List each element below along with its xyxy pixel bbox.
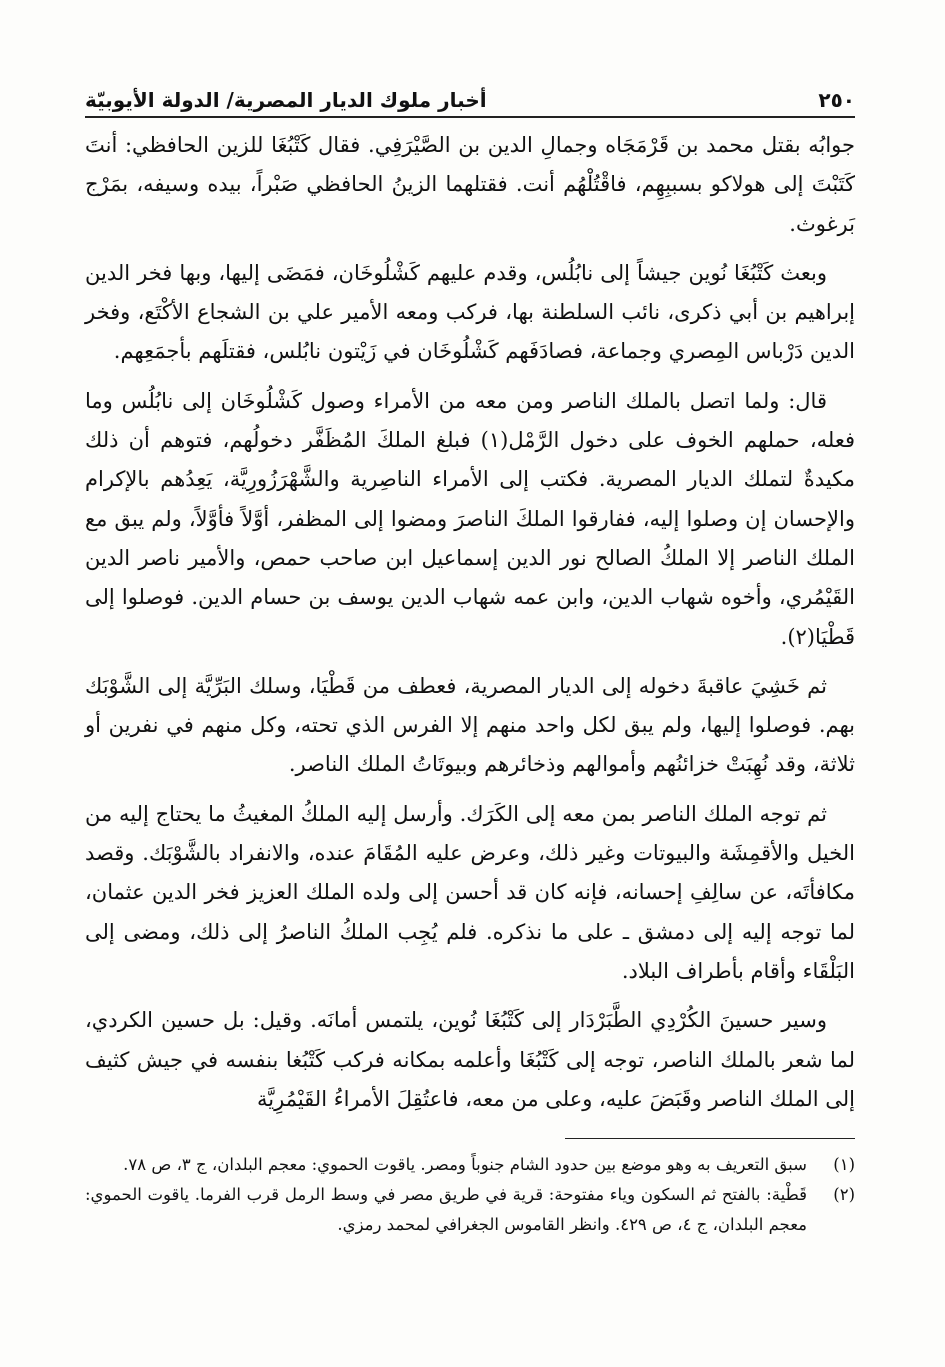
footnote bbox=[85, 1150, 855, 1180]
paragraph: وسير حسينَ الكُرْدِي الطَّبَرْدَار إلى كَتْبُغَا نُوين، يلتمس أمانَه. وقيل: بل حسين الكردي، لما شعر بالملك الناصر، توجه إلى كَتْبُغَا وأعلمه بمكانه فركب كَتْبُغا بنفسه في جيش كثيف إلى الملك الناصر وقَبَضَ عليه، وعلى من معه، فاعتُقِلَ الأمراءُ القَيْمُرِيَّة bbox=[85, 1008, 855, 1111]
footnote-number: (٢) bbox=[833, 1185, 855, 1204]
page-number: ٢٥٠ bbox=[818, 88, 855, 112]
running-header bbox=[85, 78, 855, 118]
footnote-text: سبق التعريف به وهو موضع بين حدود الشام جنوباً ومصر. ياقوت الحموي: معجم البلدان، ج ٣، ص ٧٨. bbox=[123, 1155, 807, 1174]
paragraph: قال: ولما اتصل بالملك الناصر ومن معه من الأمراء وصول كَشْلُوخَان إلى نابُلُس وما فعله، حملهم الخوف على دخول الرَّمْل(١) فبلغ الملكَ المُظَفَّر دخولُهم، فتوهم أن ذلك مكيدةٌ لتملك الديار المصرية. فكتب إلى الأمراء الناصِرية والشَّهْرَزُورِيَّة، يَعِدُهم بالإكرام والإحسان إن وصلوا إليه، ففارقوا الملكَ الناصرَ ومضوا إلى المظفر، أوَّلاً فأوَّلاً، ولم يبق مع الملك الناصر إلا الملكُ الصالح نور الدين إسماعيل ابن صاحب حمص، والأمير ناصر الدين القَيْمُري، وأخوه شهاب الدين، وابن عمه شهاب الدين يوسف بن حسام الدين. فوصلوا إلى قَطْيَا(٢). bbox=[85, 388, 855, 649]
paragraph: ثم خَشِيَ عاقبةَ دخوله إلى الديار المصرية، فعطف من قَطْيَا، وسلك البَرِّيَّة إلى الشَّوْبَك بهم. فوصلوا إليها، ولم يبق لكل واحد منهم إلا الفرس الذي تحته، وكل منهم في نفرين أو ثلاثة، وقد نُهِبَتْ خزائنُهم وأموالهم وذخائرهم وبيوتَاتُ الملك الناصر. bbox=[85, 673, 855, 777]
footnote-separator bbox=[565, 1138, 855, 1139]
footnote bbox=[85, 1180, 855, 1240]
footnote-text: قَطْية: بالفتح ثم السكون وياء مفتوحة: قرية في طريق مصر في وسط الرمل قرب الفرما. ياقوت الحموي: معجم البلدان، ج ٤، ص ٤٢٩. وانظر القاموس الجغرافي لمحمد رمزي. bbox=[85, 1185, 807, 1234]
main-text bbox=[85, 126, 855, 1119]
footnote-number: (١) bbox=[833, 1155, 855, 1174]
footnotes bbox=[85, 1150, 855, 1240]
paragraph: وبعث كَتْبُغَا نُوين جيشاً إلى نابُلُس، وقدم عليهم كَشْلُوخَان، فمَضَى إليها، وبها فخر الدين إبراهيم بن أبي ذكرى، نائب السلطنة بها، فركب ومعه الأمير علي بن الشجاع الأكْتَع، وفخر الدين دَرْباس المِصري وجماعة، فصادَفَهم كَشْلُوخَان في زَيْتون نابُلس، فقتلَهم بأجمَعِهم. bbox=[85, 260, 855, 364]
book-page bbox=[85, 78, 855, 1234]
paragraph: جوابُه بقتل محمد بن قَرْمَجَاه وجمالِ الدين بن الصَّيْرَفِي. فقال كَتْبُغَا للزين الحافظي: أنتَ كَتَبْتَ إلى هولاكو بسببِهِم، فاقْتُلْهُم أنت. فقتلهما الزينُ الحافظي صَبْراً، بيده وسيفه، بمَرْج بَرغوث. bbox=[85, 133, 855, 236]
running-title: أخبار ملوك الديار المصرية/ الدولة الأيوبيّة bbox=[85, 88, 487, 112]
paragraph: ثم توجه الملك الناصر بمن معه إلى الكَرَك. وأرسل إليه الملكُ المغيثُ ما يحتاج إليه من الخيل والأقمِشَة والبيوتات وغير ذلك، وعرض عليه المُقَامَ عنده، والانفراد بالشَّوْبَك. وقصد مكافأتَه، عن سالِفِ إحسانه، فإنه كان قد أحسن إلى ولده الملك العزيز فخر الدين عثمان، لما توجه إليه إلى دمشق ـ على ما نذكره. فلم يُجِب الملكُ الناصرُ إلى ذلك، ومضى إلى البَلْقَاء وأقام بأطراف البلاد. bbox=[85, 801, 855, 983]
